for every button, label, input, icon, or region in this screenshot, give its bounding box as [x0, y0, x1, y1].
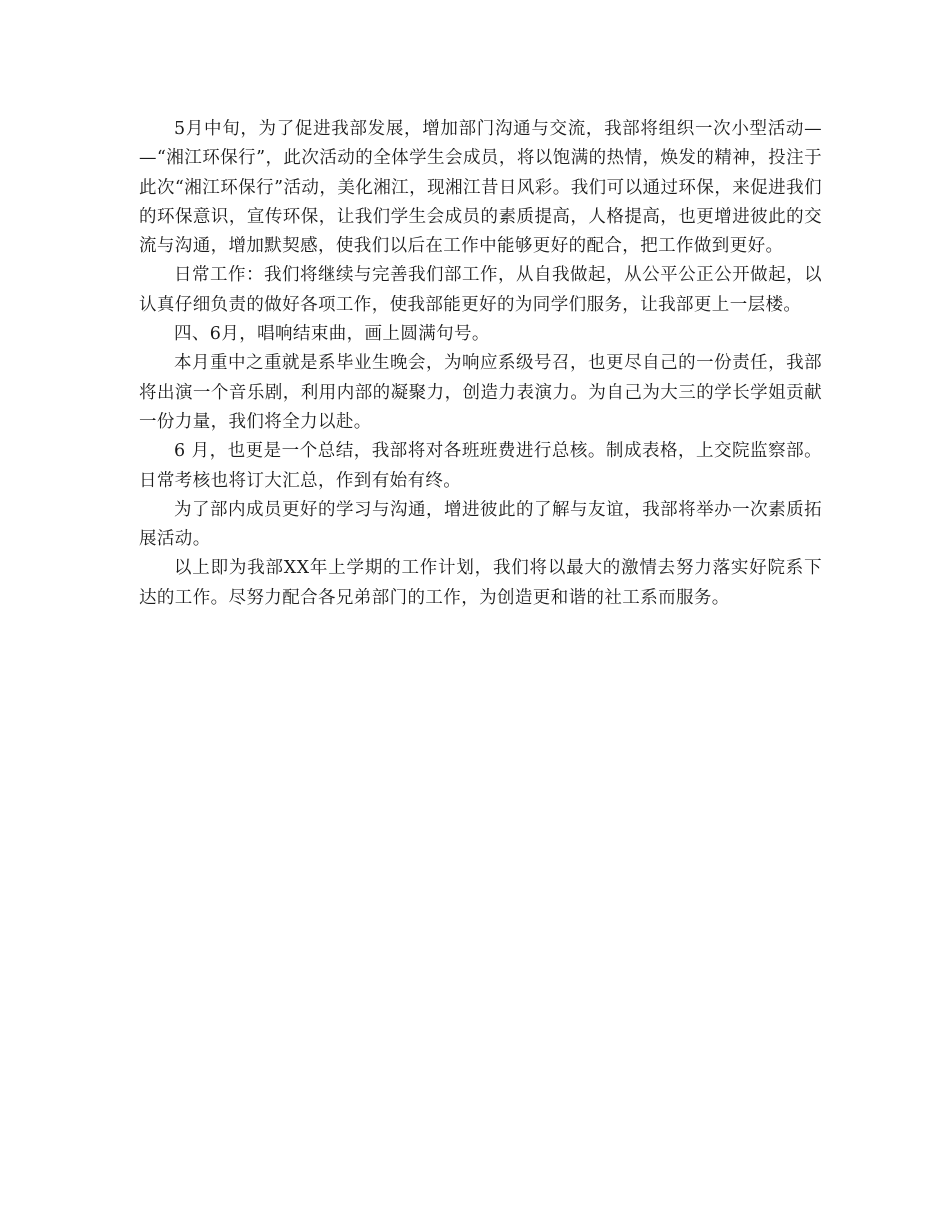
section-heading-june: 四、6月，唱响结束曲，画上圆满句号。: [174, 324, 490, 345]
paragraph-quality-activity: 为了部内成员更好的学习与沟通，增进彼此的了解与友谊，我部将举办一次素质拓展活动。: [139, 499, 822, 550]
paragraph-june-summary: 6 月，也更是一个总结，我部将对各班班费进行总核。制成表格，上交院监察部。日常考核也将订大汇总，作到有始有终。: [139, 441, 822, 491]
paragraph-conclusion: 以上即为我部XX年上学期的工作计划，我们将以最大的激情去努力落实好院系下达的工作。尽努力配合各兄弟部门的工作，为创造更和谐的社工系而服务。: [139, 558, 822, 608]
document-body: [139, 115, 822, 613]
paragraph-may-activity: 5月中旬，为了促进我部发展，增加部门沟通与交流，我部将组织一次小型活动——“湘江环保行”，此次活动的全体学生会成员，将以饱满的热情，焕发的精神，投注于此次“湘江环保行”活动，美化湘江，现湘江昔日风彩。我们可以通过环保，来促进我们的环保意识，宣传环保，让我们学生会成员的素质提高，人格提高，也更增进彼此的交流与沟通，增加默契感，使我们以后在工作中能够更好的配合，把工作做到更好。: [139, 119, 822, 257]
paragraph-daily-work: 日常工作：我们将继续与完善我们部工作，从自我做起，从公平公正公开做起，以认真仔细负责的做好各项工作，使我部能更好的为同学们服务，让我部更上一层楼。: [139, 265, 822, 315]
paragraph-graduation-gala: 本月重中之重就是系毕业生晚会，为响应系级号召，也更尽自己的一份责任，我部将出演一个音乐剧，利用内部的凝聚力，创造力表演力。为自己为大三的学长学姐贡献一份力量，我们将全力以赴。: [139, 353, 822, 432]
